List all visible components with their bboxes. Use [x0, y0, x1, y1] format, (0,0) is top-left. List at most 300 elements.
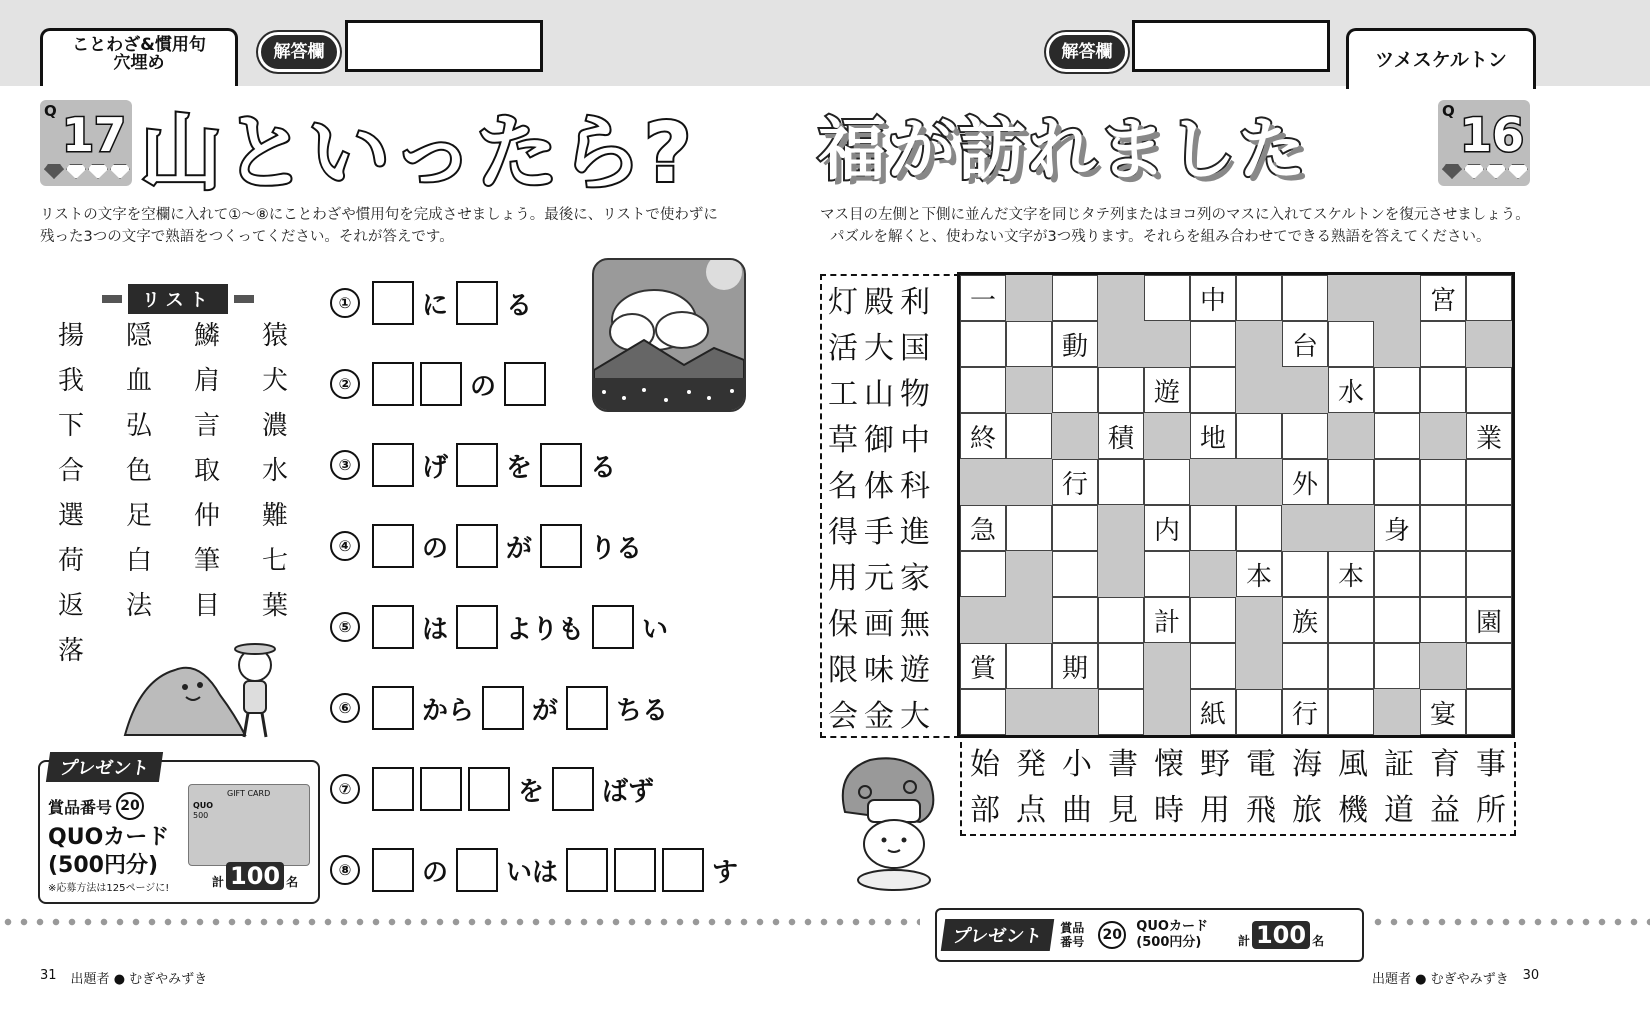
prize-name: QUOカード — [1136, 919, 1208, 934]
empty-cell[interactable] — [1328, 643, 1374, 689]
empty-cell[interactable] — [960, 367, 1006, 413]
skeleton-grid — [957, 272, 1515, 738]
blocked-cell — [1328, 275, 1374, 321]
list-kanji: 筆 — [194, 546, 221, 576]
problem-number: ⑦ — [330, 774, 360, 804]
empty-cell[interactable] — [1420, 367, 1466, 413]
blocked-cell — [1006, 551, 1052, 597]
problem-text: ばず — [602, 776, 655, 807]
list-kanji: 揚 — [58, 321, 85, 351]
empty-cell[interactable] — [1052, 597, 1098, 643]
empty-cell[interactable] — [1236, 505, 1282, 551]
given-cell: 宮 — [1420, 275, 1466, 321]
answer-blank[interactable] — [540, 443, 582, 487]
blocked-cell — [1098, 505, 1144, 551]
column-letter: 事 — [1476, 747, 1506, 782]
list-header-deco — [102, 295, 122, 303]
given-cell: 園 — [1466, 597, 1512, 643]
count-value: 100 — [1252, 921, 1310, 949]
footer-right: 出題者 ● むぎやみずき 30 — [1372, 968, 1540, 987]
prize-number: 20 — [1098, 921, 1126, 949]
empty-cell[interactable] — [1328, 597, 1374, 643]
list-kanji: 目 — [194, 591, 221, 621]
given-cell: 賞 — [960, 643, 1006, 689]
problem-text: いは — [506, 857, 559, 888]
q-badge-left — [40, 100, 132, 186]
given-cell: 動 — [1052, 321, 1098, 367]
list-kanji: 下 — [58, 411, 85, 441]
divider-dots — [1370, 918, 1650, 926]
winner-count — [1238, 921, 1324, 949]
answer-blank[interactable] — [504, 362, 546, 406]
empty-cell[interactable] — [1374, 551, 1420, 597]
empty-cell[interactable] — [1190, 597, 1236, 643]
blocked-cell — [1144, 643, 1190, 689]
given-cell: 積 — [1098, 413, 1144, 459]
application-note: ※応募方法は125ページに! — [48, 883, 170, 894]
empty-cell[interactable] — [1328, 321, 1374, 367]
blocked-cell — [960, 459, 1006, 505]
empty-cell[interactable] — [1466, 551, 1512, 597]
answer-blank[interactable] — [372, 767, 414, 811]
blocked-cell — [1098, 551, 1144, 597]
problem-number: ② — [330, 369, 360, 399]
count-prefix: 計 — [212, 875, 225, 889]
instruction-line: マス目の左側と下側に並んだ文字を同じタテ列またはヨコ列のマスに入れてスケルトンを復元させましょう。 — [820, 207, 1530, 223]
answer-blank[interactable] — [456, 605, 498, 649]
empty-cell[interactable] — [1006, 413, 1052, 459]
mascot-illustration — [830, 752, 950, 892]
prize-label: 賞品番号 — [48, 797, 113, 817]
empty-cell[interactable] — [1236, 413, 1282, 459]
empty-cell[interactable] — [1466, 505, 1512, 551]
empty-cell[interactable] — [1052, 275, 1098, 321]
hiker-illustration — [120, 625, 290, 745]
answer-blank[interactable] — [482, 686, 524, 730]
blocked-cell — [1006, 367, 1052, 413]
row-letters: 用元家 — [828, 561, 936, 596]
list-kanji: 肩 — [194, 366, 221, 396]
column-letter: 飛 — [1246, 793, 1276, 828]
given-cell: 本 — [1328, 551, 1374, 597]
given-cell: 宴 — [1420, 689, 1466, 735]
empty-cell[interactable] — [1098, 459, 1144, 505]
prize-text — [1136, 919, 1208, 951]
column-letter: 発 — [1016, 747, 1046, 782]
winner-count — [212, 862, 298, 890]
column-letter-row — [962, 742, 1514, 788]
given-cell: 地 — [1190, 413, 1236, 459]
list-kanji: 合 — [58, 456, 85, 486]
q-prefix-right: Q — [1442, 102, 1455, 120]
empty-cell[interactable] — [1420, 505, 1466, 551]
difficulty-icons — [1440, 164, 1530, 179]
empty-cell[interactable] — [1374, 459, 1420, 505]
empty-cell[interactable] — [1144, 459, 1190, 505]
answer-label-left: 解答欄 — [258, 32, 340, 72]
empty-cell[interactable] — [1328, 689, 1374, 735]
empty-cell[interactable] — [1466, 459, 1512, 505]
empty-cell[interactable] — [1236, 689, 1282, 735]
instruction-line: パズルを解くと、使わない文字が3つ残ります。それらを組み合わせてできる熟語を答えてください。 — [830, 229, 1491, 245]
problem-text: る — [590, 452, 617, 483]
blocked-cell — [1236, 367, 1282, 413]
empty-cell[interactable] — [1374, 413, 1420, 459]
answer-blank[interactable] — [456, 281, 498, 325]
blocked-cell — [1144, 689, 1190, 735]
list-kanji: 猿 — [262, 321, 289, 351]
gift-card-image — [188, 784, 310, 866]
card-value: 500 — [193, 811, 209, 820]
answer-blank[interactable] — [372, 605, 414, 649]
blocked-cell — [1420, 413, 1466, 459]
answer-blank[interactable] — [420, 362, 462, 406]
list-kanji: 白 — [126, 546, 153, 576]
list-kanji: 犬 — [262, 366, 289, 396]
empty-cell[interactable] — [1282, 413, 1328, 459]
count-unit: 名 — [286, 875, 299, 889]
problem-number: ① — [330, 288, 360, 318]
list-kanji: 仲 — [194, 501, 221, 531]
column-letter: 風 — [1338, 747, 1368, 782]
list-kanji: 足 — [126, 501, 153, 531]
row-letters: 保画無 — [828, 607, 936, 642]
list-kanji: 言 — [194, 411, 221, 441]
answer-blank[interactable] — [372, 362, 414, 406]
q-badge-right — [1438, 100, 1530, 186]
q-prefix-left: Q — [44, 102, 57, 120]
row-letters: 工山物 — [828, 377, 936, 412]
blocked-cell — [1006, 597, 1052, 643]
problem-row — [330, 521, 746, 571]
given-cell: 外 — [1282, 459, 1328, 505]
given-cell: 期 — [1052, 643, 1098, 689]
blocked-cell — [1052, 413, 1098, 459]
blocked-cell — [1006, 689, 1052, 735]
empty-cell[interactable] — [1006, 321, 1052, 367]
mountain-illustration — [592, 258, 746, 412]
blocked-cell — [1374, 275, 1420, 321]
divider-dots — [0, 918, 920, 926]
blocked-cell — [1466, 321, 1512, 367]
empty-cell[interactable] — [1282, 643, 1328, 689]
empty-cell[interactable] — [1420, 459, 1466, 505]
author-label: 出題者 — [70, 972, 110, 987]
answer-blank[interactable] — [456, 848, 498, 892]
row-letters: 限味遊 — [828, 653, 936, 688]
given-cell: 紙 — [1190, 689, 1236, 735]
empty-cell[interactable] — [1374, 597, 1420, 643]
problem-row — [330, 683, 746, 733]
list-kanji: 荷 — [58, 546, 85, 576]
empty-cell[interactable] — [1190, 367, 1236, 413]
answer-blank[interactable] — [372, 524, 414, 568]
column-letter: 野 — [1200, 747, 1230, 782]
present-box-left — [38, 760, 320, 904]
q-number-left: 17 — [62, 108, 127, 162]
answer-blank[interactable] — [372, 848, 414, 892]
problem-text: を — [518, 776, 545, 807]
empty-cell[interactable] — [1466, 275, 1512, 321]
row-letters: 名体科 — [828, 469, 936, 504]
empty-cell[interactable] — [1282, 551, 1328, 597]
blocked-cell — [1144, 321, 1190, 367]
answer-field-left[interactable] — [345, 20, 543, 72]
empty-cell[interactable] — [1466, 689, 1512, 735]
empty-cell[interactable] — [1006, 505, 1052, 551]
problem-text: を — [506, 452, 533, 483]
given-cell: 終 — [960, 413, 1006, 459]
given-cell: 台 — [1282, 321, 1328, 367]
blocked-cell — [1006, 459, 1052, 505]
present-banner: プレゼント — [46, 752, 163, 782]
list-kanji: 我 — [58, 366, 85, 396]
answer-blank[interactable] — [566, 848, 608, 892]
problem-text: りる — [590, 533, 643, 564]
list-header-deco — [234, 295, 254, 303]
list-kanji: 濃 — [262, 411, 289, 441]
count-value: 100 — [226, 862, 284, 890]
list-heading: リスト — [128, 284, 228, 314]
empty-cell[interactable] — [1098, 597, 1144, 643]
problem-text: に — [422, 290, 449, 321]
blocked-cell — [1282, 367, 1328, 413]
empty-cell[interactable] — [960, 551, 1006, 597]
empty-cell[interactable] — [1190, 505, 1236, 551]
empty-cell[interactable] — [960, 321, 1006, 367]
column-letter-list — [960, 742, 1516, 836]
problem-text: げ — [422, 452, 449, 483]
answer-blank[interactable] — [456, 443, 498, 487]
list-kanji: 水 — [262, 456, 289, 486]
given-cell: 水 — [1328, 367, 1374, 413]
empty-cell[interactable] — [1236, 275, 1282, 321]
list-kanji: 返 — [58, 591, 85, 621]
problem-number: ④ — [330, 531, 360, 561]
blocked-cell — [1328, 413, 1374, 459]
problem-number: ③ — [330, 450, 360, 480]
problem-row — [330, 440, 746, 490]
column-letter-row — [962, 788, 1514, 834]
answer-blank[interactable] — [566, 686, 608, 730]
given-cell: 本 — [1236, 551, 1282, 597]
list-kanji: 落 — [58, 636, 85, 666]
list-kanji: 難 — [262, 501, 289, 531]
instructions-right — [820, 204, 1540, 248]
answer-field-right[interactable] — [1132, 20, 1330, 72]
answer-blank[interactable] — [540, 524, 582, 568]
category-tab-left: ことわざ&慣用句 穴埋め — [40, 28, 238, 86]
problem-text: の — [470, 371, 497, 402]
row-letter-list — [820, 274, 960, 738]
problem-text: の — [422, 857, 449, 888]
empty-cell[interactable] — [1374, 367, 1420, 413]
answer-blank[interactable] — [614, 848, 656, 892]
column-letter: 部 — [970, 793, 1000, 828]
blocked-cell — [1236, 643, 1282, 689]
column-letter: 機 — [1338, 793, 1368, 828]
answer-blank[interactable] — [372, 686, 414, 730]
column-letter: 旅 — [1292, 793, 1322, 828]
category-tab-right: ツメスケルトン — [1346, 28, 1536, 89]
column-letter: 益 — [1430, 793, 1460, 828]
empty-cell[interactable] — [1190, 643, 1236, 689]
empty-cell[interactable] — [1374, 643, 1420, 689]
given-cell: 行 — [1282, 689, 1328, 735]
list-kanji: 法 — [126, 591, 153, 621]
list-kanji: 取 — [194, 456, 221, 486]
blocked-cell — [1236, 321, 1282, 367]
footer-left: 31 出題者 ● むぎやみずき — [40, 968, 208, 987]
given-cell: 中 — [1190, 275, 1236, 321]
column-letter: 点 — [1016, 793, 1046, 828]
list-kanji: 血 — [126, 366, 153, 396]
empty-cell[interactable] — [1328, 459, 1374, 505]
problem-text: は — [422, 614, 449, 645]
blocked-cell — [1144, 413, 1190, 459]
blocked-cell — [960, 597, 1006, 643]
row-letters: 草御中 — [828, 423, 936, 458]
problem-row — [330, 764, 746, 814]
count-prefix: 計 — [1237, 934, 1250, 948]
blocked-cell — [1236, 597, 1282, 643]
problem-text: ちる — [616, 695, 669, 726]
blocked-cell — [1236, 459, 1282, 505]
list-kanji: 弘 — [126, 411, 153, 441]
list-kanji: 鱗 — [194, 321, 221, 351]
column-letter: 時 — [1154, 793, 1184, 828]
list-kanji: 色 — [126, 456, 153, 486]
given-cell: 遊 — [1144, 367, 1190, 413]
difficulty-icons — [42, 164, 132, 179]
blocked-cell — [1006, 275, 1052, 321]
empty-cell[interactable] — [1098, 643, 1144, 689]
empty-cell[interactable] — [1052, 551, 1098, 597]
problem-number: ⑤ — [330, 612, 360, 642]
prize-value: (500円分) — [48, 853, 159, 878]
column-letter: 電 — [1246, 747, 1276, 782]
answer-label-right: 解答欄 — [1046, 32, 1128, 72]
empty-cell[interactable] — [1144, 275, 1190, 321]
answer-blank[interactable] — [592, 605, 634, 649]
column-letter: 海 — [1292, 747, 1322, 782]
prize-number-row — [48, 792, 144, 820]
column-letter: 懐 — [1154, 747, 1184, 782]
count-unit: 名 — [1312, 934, 1325, 948]
problem-text: の — [422, 533, 449, 564]
list-kanji: 七 — [262, 546, 289, 576]
puzzle-title-left: 山といったら? — [140, 106, 694, 201]
problem-row — [330, 845, 746, 895]
given-cell: 内 — [1144, 505, 1190, 551]
blocked-cell — [1190, 551, 1236, 597]
row-letters: 得手進 — [828, 515, 936, 550]
answer-blank[interactable] — [420, 767, 462, 811]
empty-cell[interactable] — [1466, 367, 1512, 413]
answer-blank[interactable] — [468, 767, 510, 811]
answer-blank[interactable] — [456, 524, 498, 568]
blocked-cell — [1374, 689, 1420, 735]
author-name: むぎやみずき — [1430, 972, 1509, 987]
instruction-line: リストの文字を空欄に入れて①〜⑧にことわざや慣用句を完成させましょう。最後に、リストで使わずに — [40, 207, 718, 223]
list-kanji: 隠 — [126, 321, 153, 351]
row-letters: 会金大 — [828, 699, 936, 734]
column-letter: 育 — [1430, 747, 1460, 782]
answer-blank[interactable] — [372, 281, 414, 325]
answer-blank[interactable] — [662, 848, 704, 892]
column-letter: 書 — [1108, 747, 1138, 782]
card-brand: QUO — [193, 801, 214, 810]
column-letter: 証 — [1384, 747, 1414, 782]
list-kanji: 選 — [58, 501, 85, 531]
prize-label: 賞品番号 — [1060, 921, 1085, 949]
author-label: 出題者 — [1372, 972, 1412, 987]
problem-number: ⑧ — [330, 855, 360, 885]
present-strip-right — [935, 908, 1364, 962]
given-cell: 一 — [960, 275, 1006, 321]
blocked-cell — [1098, 275, 1144, 321]
empty-cell[interactable] — [1052, 367, 1098, 413]
blocked-cell — [1328, 505, 1374, 551]
given-cell: 行 — [1052, 459, 1098, 505]
blocked-cell — [1098, 321, 1144, 367]
blocked-cell — [1374, 321, 1420, 367]
empty-cell[interactable] — [1098, 367, 1144, 413]
problem-text: よりも — [506, 614, 585, 645]
problem-text: る — [506, 290, 533, 321]
given-cell: 急 — [960, 505, 1006, 551]
empty-cell[interactable] — [1190, 321, 1236, 367]
empty-cell[interactable] — [1098, 689, 1144, 735]
page-number: 30 — [1522, 968, 1540, 983]
empty-cell[interactable] — [1144, 551, 1190, 597]
given-cell: 業 — [1466, 413, 1512, 459]
list-kanji: 葉 — [262, 591, 289, 621]
present-banner: プレゼント — [941, 919, 1055, 951]
q-number-right: 16 — [1460, 108, 1525, 162]
blocked-cell — [1190, 459, 1236, 505]
empty-cell[interactable] — [1420, 551, 1466, 597]
empty-cell[interactable] — [1282, 275, 1328, 321]
empty-cell[interactable] — [960, 689, 1006, 735]
card-title: GIFT CARD — [227, 789, 271, 798]
row-letters: 灯殿利 — [828, 285, 936, 320]
empty-cell[interactable] — [1466, 643, 1512, 689]
prize-name: QUOカード — [48, 825, 170, 850]
puzzle-title-right: 福が訪れました — [818, 111, 1309, 190]
empty-cell[interactable] — [1420, 597, 1466, 643]
column-letter: 見 — [1108, 793, 1138, 828]
list-header — [102, 284, 254, 314]
blocked-cell — [1052, 689, 1098, 735]
instruction-line: 残った3つの文字で熟語をつくってください。それが答えです。 — [40, 229, 454, 245]
problem-text: す — [712, 857, 739, 888]
empty-cell[interactable] — [1420, 321, 1466, 367]
given-cell: 身 — [1374, 505, 1420, 551]
empty-cell[interactable] — [1052, 505, 1098, 551]
blocked-cell — [1420, 643, 1466, 689]
column-letter: 始 — [970, 747, 1000, 782]
answer-blank[interactable] — [372, 443, 414, 487]
answer-blank[interactable] — [552, 767, 594, 811]
empty-cell[interactable] — [1006, 643, 1052, 689]
prize-number: 20 — [116, 792, 144, 820]
problem-text: い — [642, 614, 669, 645]
prize-value: (500円分) — [1136, 935, 1202, 950]
blocked-cell — [1282, 505, 1328, 551]
problem-text: が — [532, 695, 559, 726]
column-letter: 曲 — [1062, 793, 1092, 828]
